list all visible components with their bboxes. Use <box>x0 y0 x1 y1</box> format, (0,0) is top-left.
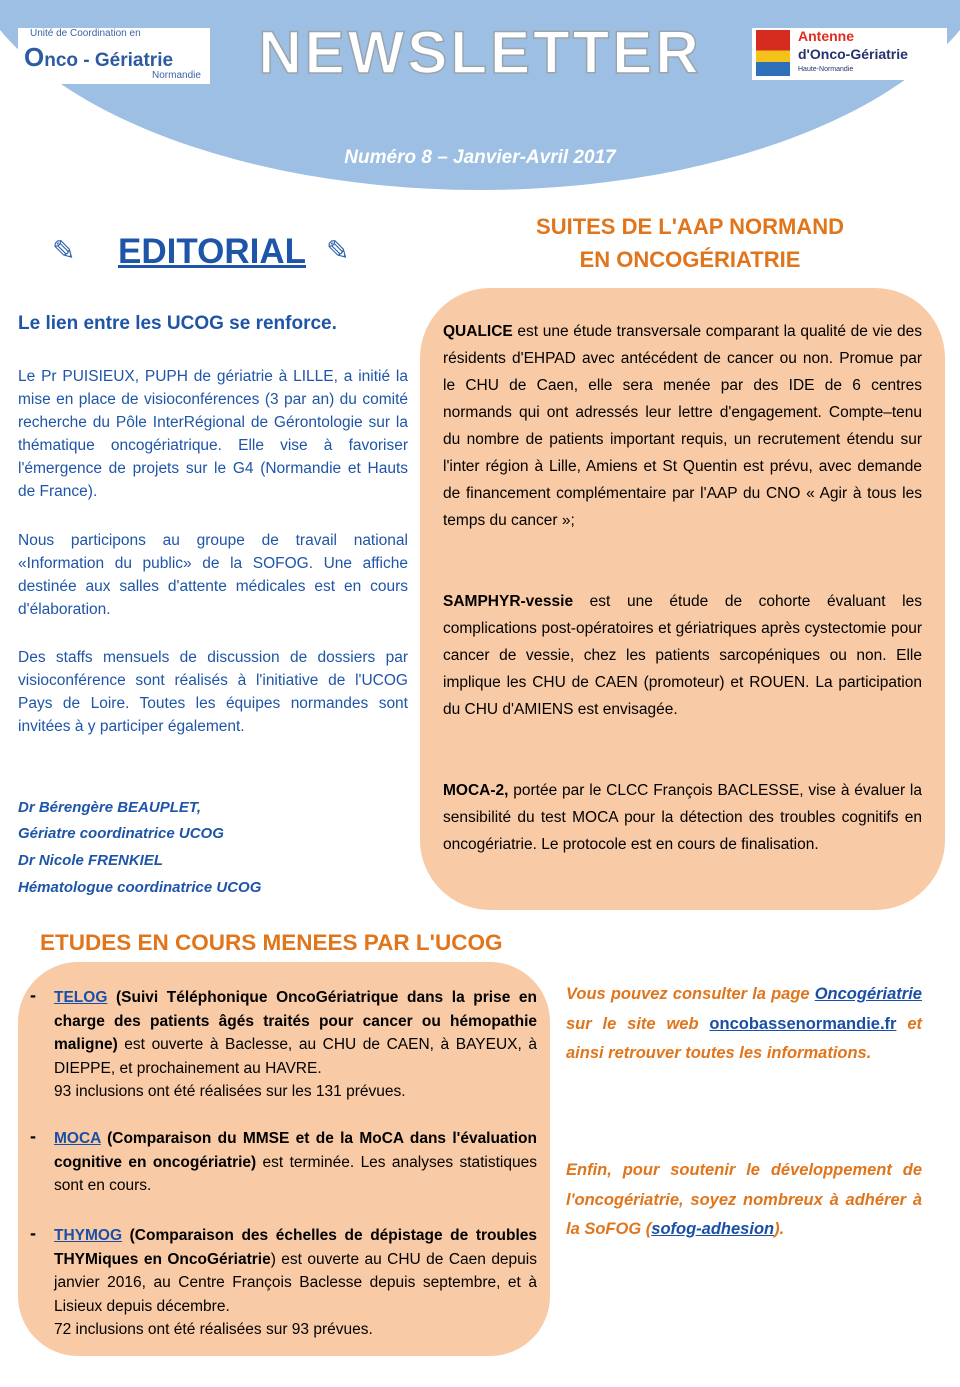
etude-item-description: (Comparaison du MMSE et de la MoCA dans l'évaluation cognitive en oncogériatrie) <box>54 1130 537 1171</box>
aap-item-qualice <box>443 318 922 534</box>
ucog-logo-name: nco - Gériatrie <box>44 50 174 71</box>
moca-link[interactable]: MOCA <box>54 1130 101 1147</box>
bullet-dash: - <box>30 985 36 1005</box>
ucog-logo-line3: Normandie <box>152 70 201 81</box>
sofog-info <box>566 1156 922 1245</box>
aap-title-line1: SUITES DE L'AAP NORMAND <box>536 214 844 239</box>
telog-link[interactable]: TELOG <box>54 989 108 1006</box>
antenne-logo-icon <box>756 30 790 76</box>
antenne-logo <box>752 28 947 80</box>
antenne-logo-line2: d'Onco-Gériatrie <box>798 46 908 62</box>
pen-icon: ✎ <box>326 235 350 266</box>
signature-line: Gériatre coordinatrice UCOG <box>18 825 224 842</box>
etude-item-description: (Comparaison des échelles de dépistage de troubles THYMiques en OncoGériatrie <box>54 1227 537 1268</box>
signature-line: Hématologue coordinatrice UCOG <box>18 879 262 896</box>
pen-icon: ✎ <box>52 235 76 266</box>
aap-item-name: MOCA-2, <box>443 782 509 799</box>
ucog-logo-line2 <box>24 42 173 73</box>
editorial-heading <box>52 232 382 278</box>
aap-item-text: portée par le CLCC François BACLESSE, vise à évaluer la sensibilité du test MOCA pour la détection des troubles cognitifs en oncogériatrie. Le protocole est en cours de finalisation. <box>443 782 922 853</box>
signature-line: Dr Nicole FRENKIEL <box>18 852 164 869</box>
signature-line: Dr Bérengère BEAUPLET, <box>18 799 202 816</box>
etudes-title: ETUDES EN COURS MENEES PAR L'UCOG <box>40 930 503 955</box>
editorial-paragraph: Le Pr PUISIEUX, PUPH de gériatrie à LILLE, a initié la mise en place de visioconférences (3 par an) du comité recherche du Pôle InterRégional de Gérontologie sur la thématique oncogériatrique. Elle vise à favoriser l'émergence de projets sur le G4 (Normandie et Hauts de France). <box>18 368 408 500</box>
editorial-paragraph: Nous participons au groupe de travail national «Information du public» de la SOFOG. Une affiche destinée aux salles d'attente médicales est en cours d'élaboration. <box>18 532 408 618</box>
ucog-logo <box>18 28 210 84</box>
bullet-dash: - <box>30 1223 36 1243</box>
sofog-info-text: Enfin, pour soutenir le développement de l'oncogériatrie, soyez nombreux à adhérer à la SoFOG ( <box>566 1161 922 1238</box>
newsletter-title: NEWSLETTER <box>258 19 702 86</box>
etude-item-description: (Suivi Téléphonique OncoGériatrique dans la prise en charge des patients âgés traités pour cancer ou hémopathie maligne) <box>54 989 537 1053</box>
aap-item-text: est une étude de cohorte évaluant les complications post-opératoires et gériatriques après cystectomie pour cancer de vessie, chez les patients sarcopéniques ou non. Elle implique les CHU de CAEN (promoteur) et ROUEN. La participation du CHU d'AMIENS est envisagée. <box>443 593 922 718</box>
thymog-link[interactable]: THYMOG <box>54 1227 123 1244</box>
antenne-logo-line1: Antenne <box>798 28 854 44</box>
ucog-logo-line1: Unité de Coordination en <box>30 28 141 39</box>
website-info-text: sur le site web <box>566 1014 710 1033</box>
aap-title-line2: EN ONCOGÉRIATRIE <box>579 247 801 272</box>
sofog-info-text: ). <box>774 1220 785 1238</box>
aap-title <box>480 210 900 276</box>
editorial-title: EDITORIAL <box>118 232 306 271</box>
etude-item-text: est ouverte à Baclesse, au CHU de CAEN, à BAYEUX, à DIEPPE, et prochainement au HAVRE. <box>54 1036 537 1077</box>
website-info <box>566 980 922 1069</box>
website-info-text: Vous pouvez consulter la page <box>566 985 815 1003</box>
antenne-logo-line3: Haute-Normandie <box>798 66 854 73</box>
sofog-adhesion-link[interactable]: sofog-adhesion <box>651 1220 775 1238</box>
website-link[interactable]: oncobassenormandie.fr <box>709 1014 897 1033</box>
website-info-text: et ainsi retrouver toutes les informations. <box>566 1014 923 1062</box>
etude-item-moca <box>54 1127 537 1198</box>
aap-item-text: est une étude transversale comparant la qualité de vie des résidents d'EHPAD avec antécédent de cancer ou non. Promue par le CHU de Caen, elle sera menée par des IDE de 6 centres normands qui ont adressés leur lettre d'engagement. Compte–tenu du nombre de patients important requis, un recrutement étendu sur l'inter région à Lille, Amiens et St Quentin est prévu, avec demande de financement complémentaire par l'AAP du CNO « Agir à tous les temps du cancer »; <box>443 323 922 529</box>
oncogeriatrie-link[interactable]: Oncogériatrie <box>814 985 922 1003</box>
issue-label: Numéro 8 – Janvier-Avril 2017 <box>344 147 616 168</box>
aap-item-name: SAMPHYR-vessie <box>443 593 574 610</box>
editorial-paragraph: Des staffs mensuels de discussion de dossiers par visioconférence sont réalisés à l'initiative de l'UCOG Pays de Loire. Toutes les équipes normandes sont invitées à y participer également. <box>18 649 408 735</box>
etude-item-inclusions: 72 inclusions ont été réalisées sur 93 prévues. <box>54 1321 373 1338</box>
etude-item-text: ) est ouverte au CHU de Caen depuis janvier 2016, au Centre François Baclesse depuis septembre, et à Lisieux depuis décembre. <box>54 1250 537 1315</box>
etude-item-thymog <box>54 1224 537 1342</box>
etude-item-telog <box>54 986 537 1104</box>
aap-item-name: QUALICE <box>443 323 513 340</box>
editorial-subtitle: Le lien entre les UCOG se renforce. <box>18 313 337 334</box>
etude-item-text: est terminée. Les analyses statistiques sont en cours. <box>54 1153 537 1194</box>
etude-item-inclusions: 93 inclusions ont été réalisées sur les 131 prévues. <box>54 1083 406 1100</box>
ucog-logo-initial: O <box>24 42 45 72</box>
bullet-dash: - <box>30 1126 36 1146</box>
aap-item-samphyr <box>443 588 922 723</box>
aap-item-moca2 <box>443 777 922 858</box>
